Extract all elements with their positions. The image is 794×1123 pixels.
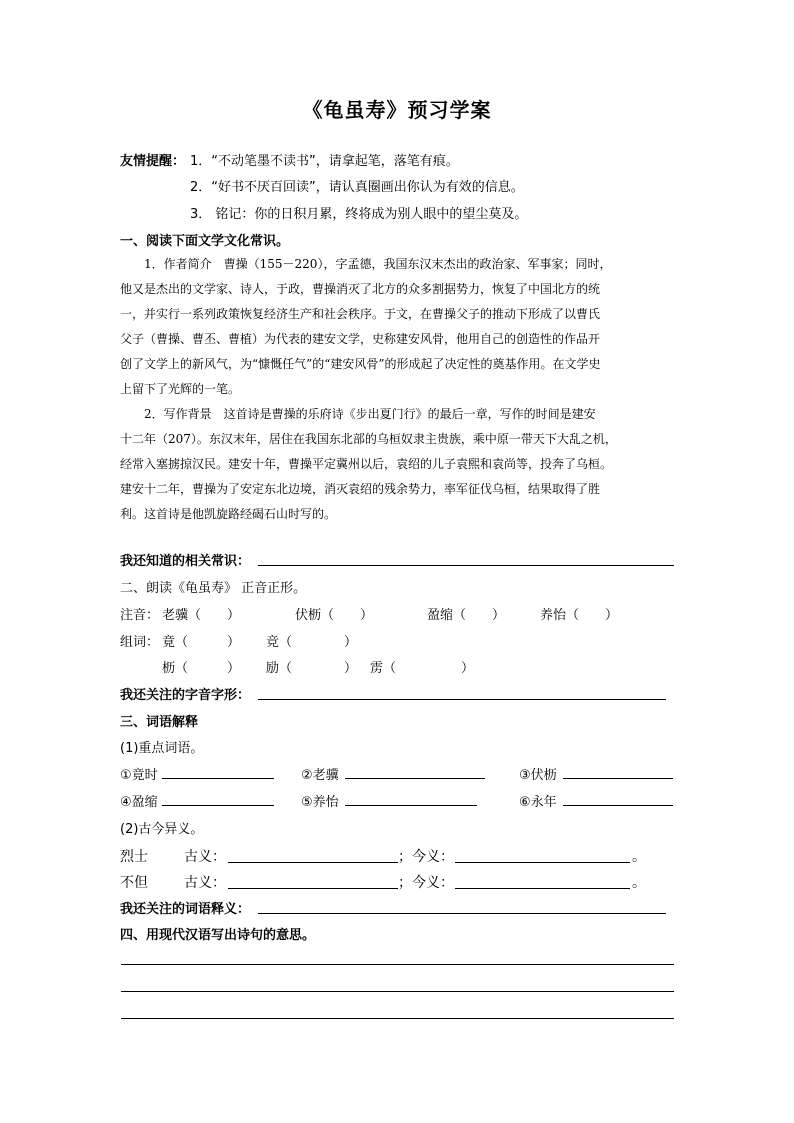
translation-answer-line[interactable] [121, 991, 674, 992]
key-word-label: ②老骥 [301, 768, 339, 783]
paragraph-line: 创了文学上的新风气，为“慷慨任气”的“建安风骨”的形成起了决定性的奠基作用。在文学史 [120, 357, 601, 371]
paragraph-line: 2．写作背景 这首诗是曹操的乐府诗《步出夏门行》的最后一章，写作的时间是建安 [144, 407, 596, 421]
also-know-label: 我还知道的相关常识： [120, 554, 251, 569]
paragraph-line: 父子（曹操、曹丕、曹植）为代表的建安文学，史称建安风骨，他用自己的创造性的作品开 [120, 332, 601, 346]
group-word-item[interactable]: 竞（ ） [266, 635, 358, 650]
paragraph-line: 十二年（207）。东汉末年，居住在我国东北部的乌桓奴隶主贵族，乘中原一带天下大乱之机， [120, 432, 617, 446]
key-word-answer-line[interactable] [563, 805, 673, 806]
paragraph-line: 他又是杰出的文学家、诗人，于政，曹操消灭了北方的众多割据势力，恢复了中国北方的统 [120, 282, 601, 296]
key-word-answer-line[interactable] [345, 778, 485, 779]
ancient-modern-subheading: (2)古今异义。 [120, 822, 204, 837]
group-word-item[interactable]: 竟（ ） [162, 635, 241, 650]
gujin-old-label: 古义： [184, 849, 226, 865]
key-word-answer-line[interactable] [563, 778, 673, 779]
section3-heading: 三、词语解释 [120, 715, 199, 730]
pinyin-item[interactable]: 养怡（ ） [540, 608, 619, 623]
section2-heading: 二、朗读《龟虽寿》 正音正形。 [120, 581, 307, 596]
author-intro-paragraph [120, 252, 676, 402]
also-focus-words-answer-line[interactable] [258, 913, 666, 914]
group-words-label: 组词： [120, 635, 160, 650]
pinyin-item[interactable]: 伏枥（ ） [295, 608, 374, 623]
gujin-end: 。 [632, 849, 646, 865]
pinyin-label: 注音： [120, 608, 160, 623]
gujin-new-answer-line[interactable] [455, 862, 630, 863]
paragraph-line: 上留下了光辉的一笔。 [120, 382, 241, 396]
key-word-label: ⑤养怡 [301, 795, 339, 810]
section4-heading: 四、用现代汉语写出诗句的意思。 [120, 928, 316, 943]
paragraph-line: 1．作者简介 曹操（155－220），字孟德，我国东汉末杰出的政治家、军事家；同时， [144, 257, 612, 271]
key-word-answer-line[interactable] [162, 778, 274, 779]
gujin-new-label: ；今义： [398, 849, 454, 865]
gujin-new-answer-line[interactable] [455, 888, 630, 889]
paragraph-line: 建安十二年，曹操为了安定东北边境，消灭袁绍的残余势力，率军征伐乌桓，结果取得了胜 [120, 482, 601, 496]
section1-heading: 一、阅读下面文学文化常识。 [120, 234, 290, 249]
key-word-answer-line[interactable] [162, 805, 274, 806]
key-words-subheading: (1)重点词语。 [120, 741, 204, 756]
key-word-label: ⑥永年 [519, 795, 557, 810]
page-title: 《龟虽寿》预习学案 [302, 98, 492, 122]
gujin-word: 烈士 [120, 849, 148, 865]
paragraph-line: 经常入塞掳掠汉民。建安十年，曹操平定冀州以后，袁绍的儿子袁熙和袁尚等，投奔了乌桓。 [120, 457, 613, 471]
also-focus-label: 我还关注的字音字形： [120, 688, 251, 703]
reminder-item: 3． 铭记：你的日积月累，终将成为别人眼中的望尘莫及。 [190, 207, 528, 222]
translation-answer-line[interactable] [121, 964, 674, 965]
key-word-label: ③伏枥 [519, 768, 557, 783]
reminder-item: 2．“好书不厌百回读”，请认真圈画出你认为有效的信息。 [190, 180, 524, 195]
group-word-item[interactable]: 枥（ ） [162, 661, 241, 676]
pinyin-item[interactable]: 老骥（ ） [162, 608, 241, 623]
gujin-old-label: 古义： [184, 875, 226, 891]
group-word-item[interactable]: 励（ ） [266, 661, 358, 676]
reminder-item: 1．“不动笔墨不读书”，请拿起笔，落笔有痕。 [190, 154, 459, 169]
key-word-label: ①竟时 [120, 768, 158, 783]
paragraph-line: 一，并实行一系列政策恢复经济生产和社会秩序。于文，在曹操父子的推动下形成了以曹氏 [120, 307, 601, 321]
background-paragraph [120, 402, 676, 527]
key-word-label: ④盈缩 [120, 795, 158, 810]
gujin-old-answer-line[interactable] [228, 862, 398, 863]
also-focus-words-label: 我还关注的词语释义： [120, 902, 251, 917]
also-focus-answer-line[interactable] [258, 699, 666, 700]
key-word-answer-line[interactable] [345, 805, 477, 806]
gujin-old-answer-line[interactable] [228, 888, 398, 889]
gujin-word: 不但 [120, 875, 148, 891]
pinyin-item[interactable]: 盈缩（ ） [427, 608, 506, 623]
group-word-item[interactable]: 雳（ ） [370, 661, 475, 676]
gujin-end: 。 [632, 875, 646, 891]
gujin-new-label: ；今义： [398, 875, 454, 891]
paragraph-line: 利。这首诗是他凯旋路经碣石山时写的。 [120, 507, 337, 521]
translation-answer-line[interactable] [121, 1018, 674, 1019]
reminder-label: 友情提醒： [120, 154, 186, 169]
also-know-answer-line[interactable] [258, 565, 674, 566]
